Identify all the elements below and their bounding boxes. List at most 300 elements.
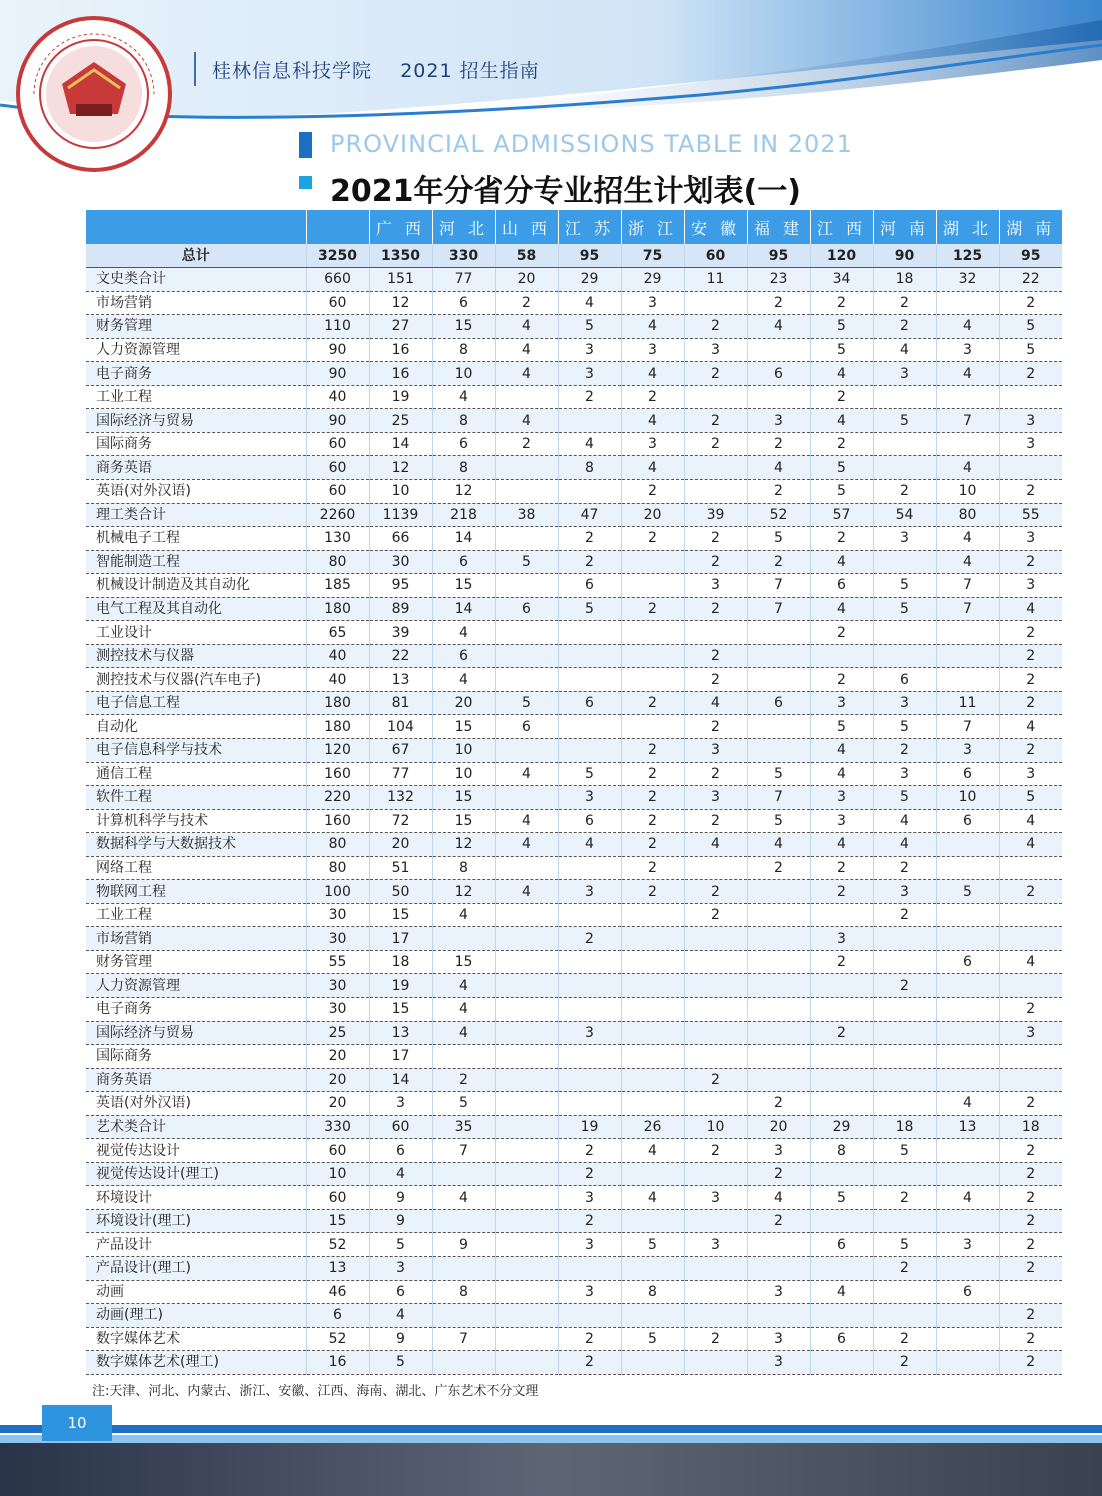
count-cell: [747, 1068, 810, 1092]
count-cell: 2: [999, 362, 1062, 386]
count-cell: 58: [495, 244, 558, 268]
count-cell: 100: [306, 880, 369, 904]
count-cell: 4: [999, 715, 1062, 739]
count-cell: 20: [369, 833, 432, 857]
count-cell: 4: [432, 621, 495, 645]
count-cell: 7: [432, 1327, 495, 1351]
count-cell: 3: [873, 691, 936, 715]
count-cell: [558, 950, 621, 974]
count-cell: 6: [873, 668, 936, 692]
count-cell: 6: [936, 950, 999, 974]
count-cell: 2: [999, 621, 1062, 645]
count-cell: 2: [621, 527, 684, 551]
table-row: [86, 1257, 1062, 1281]
table-row: [86, 833, 1062, 857]
count-cell: 4: [432, 385, 495, 409]
major-name-cell: 电子商务: [86, 998, 306, 1022]
count-cell: 4: [999, 833, 1062, 857]
count-cell: [621, 1045, 684, 1069]
count-cell: [810, 1092, 873, 1116]
count-cell: 40: [306, 644, 369, 668]
count-cell: [936, 1021, 999, 1045]
count-cell: 60: [684, 244, 747, 268]
count-cell: 29: [810, 1115, 873, 1139]
count-cell: [810, 1257, 873, 1281]
count-cell: 47: [558, 503, 621, 527]
major-name-cell: 电子信息科学与技术: [86, 738, 306, 762]
count-cell: 3: [936, 738, 999, 762]
count-cell: 95: [369, 574, 432, 598]
count-cell: 8: [432, 338, 495, 362]
count-cell: 10: [369, 479, 432, 503]
count-cell: 16: [369, 362, 432, 386]
guide-name: 2021 招生指南: [400, 60, 540, 82]
major-name-cell: 市场营销: [86, 927, 306, 951]
count-cell: [621, 1162, 684, 1186]
count-cell: 80: [306, 856, 369, 880]
count-cell: 2: [684, 1327, 747, 1351]
count-cell: [873, 1045, 936, 1069]
major-name-cell: 电子商务: [86, 362, 306, 386]
count-cell: 5: [558, 762, 621, 786]
count-cell: 3: [684, 338, 747, 362]
count-cell: 3: [936, 1233, 999, 1257]
count-cell: [495, 456, 558, 480]
count-cell: 8: [810, 1139, 873, 1163]
count-cell: 3: [999, 409, 1062, 433]
footer-band: [0, 1425, 1102, 1496]
count-cell: [621, 1068, 684, 1092]
count-cell: [810, 1162, 873, 1186]
count-cell: 4: [495, 809, 558, 833]
count-cell: [936, 1257, 999, 1281]
count-cell: 25: [306, 1021, 369, 1045]
count-cell: 2: [432, 1068, 495, 1092]
table-row: [86, 809, 1062, 833]
count-cell: [684, 1304, 747, 1328]
count-cell: [747, 1304, 810, 1328]
table-row: [86, 432, 1062, 456]
count-cell: [558, 1304, 621, 1328]
count-cell: 8: [432, 1280, 495, 1304]
count-cell: [621, 1092, 684, 1116]
count-cell: 4: [873, 338, 936, 362]
major-name-cell: 网络工程: [86, 856, 306, 880]
count-cell: 3: [558, 1233, 621, 1257]
count-cell: [684, 479, 747, 503]
count-cell: 2: [873, 1327, 936, 1351]
count-cell: 95: [558, 244, 621, 268]
count-cell: [873, 432, 936, 456]
count-cell: 5: [873, 409, 936, 433]
count-cell: 20: [306, 1092, 369, 1116]
count-cell: [810, 1209, 873, 1233]
table-row: [86, 1209, 1062, 1233]
count-cell: 6: [369, 1139, 432, 1163]
count-cell: 2: [558, 550, 621, 574]
count-cell: 77: [369, 762, 432, 786]
count-cell: 5: [747, 762, 810, 786]
count-cell: [810, 974, 873, 998]
count-cell: 3: [558, 1280, 621, 1304]
count-cell: [432, 1209, 495, 1233]
count-cell: 3: [873, 527, 936, 551]
count-cell: 2: [999, 550, 1062, 574]
count-cell: 2: [684, 762, 747, 786]
table-row: [86, 409, 1062, 433]
page-number: 10: [42, 1405, 112, 1441]
count-cell: 30: [306, 927, 369, 951]
count-cell: [747, 950, 810, 974]
count-cell: 15: [432, 786, 495, 810]
count-cell: 14: [432, 527, 495, 551]
count-cell: 4: [810, 409, 873, 433]
count-cell: [873, 550, 936, 574]
count-cell: 6: [810, 1327, 873, 1351]
count-cell: [873, 456, 936, 480]
count-cell: [558, 1068, 621, 1092]
count-cell: 2: [684, 315, 747, 339]
count-cell: [873, 1092, 936, 1116]
count-cell: 12: [432, 880, 495, 904]
count-cell: 4: [621, 1186, 684, 1210]
count-cell: 5: [936, 880, 999, 904]
count-cell: 2: [999, 1092, 1062, 1116]
count-cell: [495, 1092, 558, 1116]
count-cell: 10: [936, 479, 999, 503]
count-cell: 1350: [369, 244, 432, 268]
count-cell: [495, 998, 558, 1022]
count-cell: 18: [999, 1115, 1062, 1139]
count-cell: 67: [369, 738, 432, 762]
count-cell: 16: [306, 1351, 369, 1375]
count-cell: 2: [684, 668, 747, 692]
count-cell: [558, 644, 621, 668]
major-name-cell: 数字媒体艺术: [86, 1327, 306, 1351]
count-cell: 65: [306, 621, 369, 645]
count-cell: [810, 1304, 873, 1328]
major-name-cell: 工业工程: [86, 903, 306, 927]
table-row: [86, 1139, 1062, 1163]
count-cell: 5: [621, 1327, 684, 1351]
count-cell: [684, 1162, 747, 1186]
table-row: [86, 1045, 1062, 1069]
count-cell: 2: [684, 1068, 747, 1092]
count-cell: 5: [999, 786, 1062, 810]
count-cell: [684, 456, 747, 480]
count-cell: [684, 998, 747, 1022]
count-cell: [936, 385, 999, 409]
count-cell: 4: [369, 1162, 432, 1186]
count-cell: 5: [747, 527, 810, 551]
count-cell: [684, 621, 747, 645]
subtitle-english: PROVINCIAL ADMISSIONS TABLE IN 2021: [330, 130, 853, 158]
count-cell: [495, 644, 558, 668]
count-cell: 60: [306, 291, 369, 315]
table-row: [86, 315, 1062, 339]
count-cell: [495, 1209, 558, 1233]
count-cell: 4: [936, 1186, 999, 1210]
count-cell: 2: [558, 1327, 621, 1351]
table-row: [86, 762, 1062, 786]
count-cell: 6: [495, 715, 558, 739]
count-cell: [684, 1021, 747, 1045]
count-cell: [936, 1162, 999, 1186]
count-cell: 6: [936, 1280, 999, 1304]
count-cell: 3: [684, 574, 747, 598]
count-cell: [747, 668, 810, 692]
count-cell: [621, 950, 684, 974]
count-cell: 40: [306, 385, 369, 409]
count-cell: 60: [306, 432, 369, 456]
count-cell: 51: [369, 856, 432, 880]
count-cell: 180: [306, 691, 369, 715]
count-cell: 4: [432, 903, 495, 927]
count-cell: 160: [306, 762, 369, 786]
count-cell: 19: [369, 385, 432, 409]
count-cell: [873, 1209, 936, 1233]
count-cell: 26: [621, 1115, 684, 1139]
count-cell: 22: [999, 268, 1062, 292]
count-cell: 13: [369, 668, 432, 692]
count-cell: 12: [432, 833, 495, 857]
count-cell: 5: [999, 338, 1062, 362]
major-name-cell: 艺术类合计: [86, 1115, 306, 1139]
count-cell: [495, 927, 558, 951]
count-cell: 2: [999, 1327, 1062, 1351]
count-cell: 2: [873, 974, 936, 998]
count-cell: [621, 903, 684, 927]
count-cell: 80: [306, 550, 369, 574]
count-cell: 2: [999, 1257, 1062, 1281]
count-cell: [495, 668, 558, 692]
table-row: [86, 1304, 1062, 1328]
count-cell: 7: [936, 409, 999, 433]
count-cell: 5: [810, 479, 873, 503]
count-cell: 2: [684, 903, 747, 927]
count-cell: [558, 856, 621, 880]
count-cell: 32: [936, 268, 999, 292]
count-cell: 2: [810, 668, 873, 692]
count-cell: 2: [999, 1209, 1062, 1233]
count-cell: 3: [558, 786, 621, 810]
major-name-cell: 视觉传达设计(理工): [86, 1162, 306, 1186]
count-cell: 6: [936, 809, 999, 833]
count-cell: [621, 644, 684, 668]
count-cell: [621, 1209, 684, 1233]
count-cell: [810, 644, 873, 668]
count-cell: [873, 998, 936, 1022]
count-cell: [873, 1068, 936, 1092]
count-cell: 6: [558, 809, 621, 833]
count-cell: 3: [684, 786, 747, 810]
count-cell: [936, 1304, 999, 1328]
count-cell: 30: [369, 550, 432, 574]
count-cell: [432, 1162, 495, 1186]
count-cell: [495, 621, 558, 645]
count-cell: 4: [495, 833, 558, 857]
count-cell: 80: [936, 503, 999, 527]
count-cell: 7: [936, 597, 999, 621]
count-cell: 3: [936, 338, 999, 362]
count-cell: 29: [558, 268, 621, 292]
count-cell: 6: [432, 291, 495, 315]
count-cell: [495, 786, 558, 810]
count-cell: [495, 479, 558, 503]
count-cell: [999, 1045, 1062, 1069]
major-name-cell: 英语(对外汉语): [86, 479, 306, 503]
count-cell: 90: [306, 409, 369, 433]
count-cell: 10: [432, 738, 495, 762]
count-cell: 3: [558, 362, 621, 386]
count-cell: 5: [558, 597, 621, 621]
count-cell: 4: [810, 738, 873, 762]
count-cell: [432, 1351, 495, 1375]
count-cell: [936, 998, 999, 1022]
count-cell: 5: [810, 1186, 873, 1210]
count-cell: 13: [369, 1021, 432, 1045]
count-cell: 3: [873, 880, 936, 904]
count-cell: 10: [306, 1162, 369, 1186]
table-row: [86, 362, 1062, 386]
count-cell: [936, 1045, 999, 1069]
count-cell: [684, 1257, 747, 1281]
count-cell: 4: [810, 1280, 873, 1304]
count-cell: [684, 1092, 747, 1116]
major-name-cell: 市场营销: [86, 291, 306, 315]
count-cell: 2: [810, 1021, 873, 1045]
count-cell: 4: [495, 362, 558, 386]
count-cell: 2: [999, 1351, 1062, 1375]
count-cell: 19: [369, 974, 432, 998]
count-cell: 3250: [306, 244, 369, 268]
table-row: [86, 385, 1062, 409]
count-cell: 52: [306, 1327, 369, 1351]
major-name-cell: 人力资源管理: [86, 974, 306, 998]
count-cell: 2: [999, 479, 1062, 503]
count-cell: 3: [558, 1186, 621, 1210]
count-cell: [747, 385, 810, 409]
table-row: [86, 738, 1062, 762]
table-row: [86, 291, 1062, 315]
count-cell: 151: [369, 268, 432, 292]
major-name-cell: 自动化: [86, 715, 306, 739]
count-cell: [999, 974, 1062, 998]
table-row: [86, 574, 1062, 598]
count-cell: 95: [999, 244, 1062, 268]
table-row: [86, 1186, 1062, 1210]
count-cell: 3: [369, 1257, 432, 1281]
count-cell: 6: [558, 574, 621, 598]
count-cell: 2: [999, 1233, 1062, 1257]
count-cell: 2: [873, 856, 936, 880]
count-cell: [873, 1021, 936, 1045]
count-cell: [936, 621, 999, 645]
count-cell: [495, 1162, 558, 1186]
count-cell: 2: [999, 691, 1062, 715]
count-cell: [747, 903, 810, 927]
count-cell: 66: [369, 527, 432, 551]
count-cell: 25: [369, 409, 432, 433]
count-cell: [558, 1045, 621, 1069]
count-cell: 4: [936, 456, 999, 480]
count-cell: 3: [684, 738, 747, 762]
count-cell: 2: [873, 315, 936, 339]
table-row: [86, 1233, 1062, 1257]
count-cell: 6: [306, 1304, 369, 1328]
count-cell: 6: [432, 644, 495, 668]
brand-line: [212, 56, 540, 83]
count-cell: 2: [747, 550, 810, 574]
count-cell: [999, 903, 1062, 927]
count-cell: [747, 998, 810, 1022]
count-cell: [495, 1021, 558, 1045]
major-name-cell: 环境设计: [86, 1186, 306, 1210]
major-name-cell: 工业设计: [86, 621, 306, 645]
header-blank: [86, 210, 306, 244]
count-cell: 6: [810, 574, 873, 598]
count-cell: 2: [684, 715, 747, 739]
count-cell: [621, 621, 684, 645]
count-cell: 9: [369, 1186, 432, 1210]
count-cell: 15: [306, 1209, 369, 1233]
count-cell: [810, 1351, 873, 1375]
count-cell: 2: [621, 479, 684, 503]
count-cell: 2: [558, 1351, 621, 1375]
count-cell: [621, 574, 684, 598]
count-cell: 3: [558, 1021, 621, 1045]
count-cell: 19: [558, 1115, 621, 1139]
count-cell: 11: [684, 268, 747, 292]
count-cell: 9: [369, 1327, 432, 1351]
count-cell: 2: [999, 998, 1062, 1022]
major-name-cell: 文史类合计: [86, 268, 306, 292]
count-cell: 10: [432, 762, 495, 786]
count-cell: 8: [432, 856, 495, 880]
table-row: [86, 786, 1062, 810]
count-cell: 5: [999, 315, 1062, 339]
count-cell: [558, 715, 621, 739]
count-cell: 5: [369, 1351, 432, 1375]
header-blank: [306, 210, 369, 244]
count-cell: 2: [999, 738, 1062, 762]
count-cell: [873, 1280, 936, 1304]
table-row: [86, 927, 1062, 951]
count-cell: 4: [558, 432, 621, 456]
header-province: 福 建: [747, 210, 810, 244]
count-cell: 10: [432, 362, 495, 386]
count-cell: 38: [495, 503, 558, 527]
count-cell: 60: [369, 1115, 432, 1139]
major-name-cell: 计算机科学与技术: [86, 809, 306, 833]
count-cell: [873, 950, 936, 974]
count-cell: 2: [873, 903, 936, 927]
count-cell: 4: [936, 527, 999, 551]
table-row: [86, 527, 1062, 551]
count-cell: 185: [306, 574, 369, 598]
count-cell: 90: [306, 362, 369, 386]
count-cell: [495, 1351, 558, 1375]
count-cell: [747, 880, 810, 904]
count-cell: 2: [621, 880, 684, 904]
count-cell: 2: [810, 880, 873, 904]
count-cell: 3: [999, 574, 1062, 598]
table-row: [86, 950, 1062, 974]
count-cell: 2: [558, 385, 621, 409]
count-cell: 5: [873, 786, 936, 810]
count-cell: [621, 1257, 684, 1281]
count-cell: [495, 974, 558, 998]
